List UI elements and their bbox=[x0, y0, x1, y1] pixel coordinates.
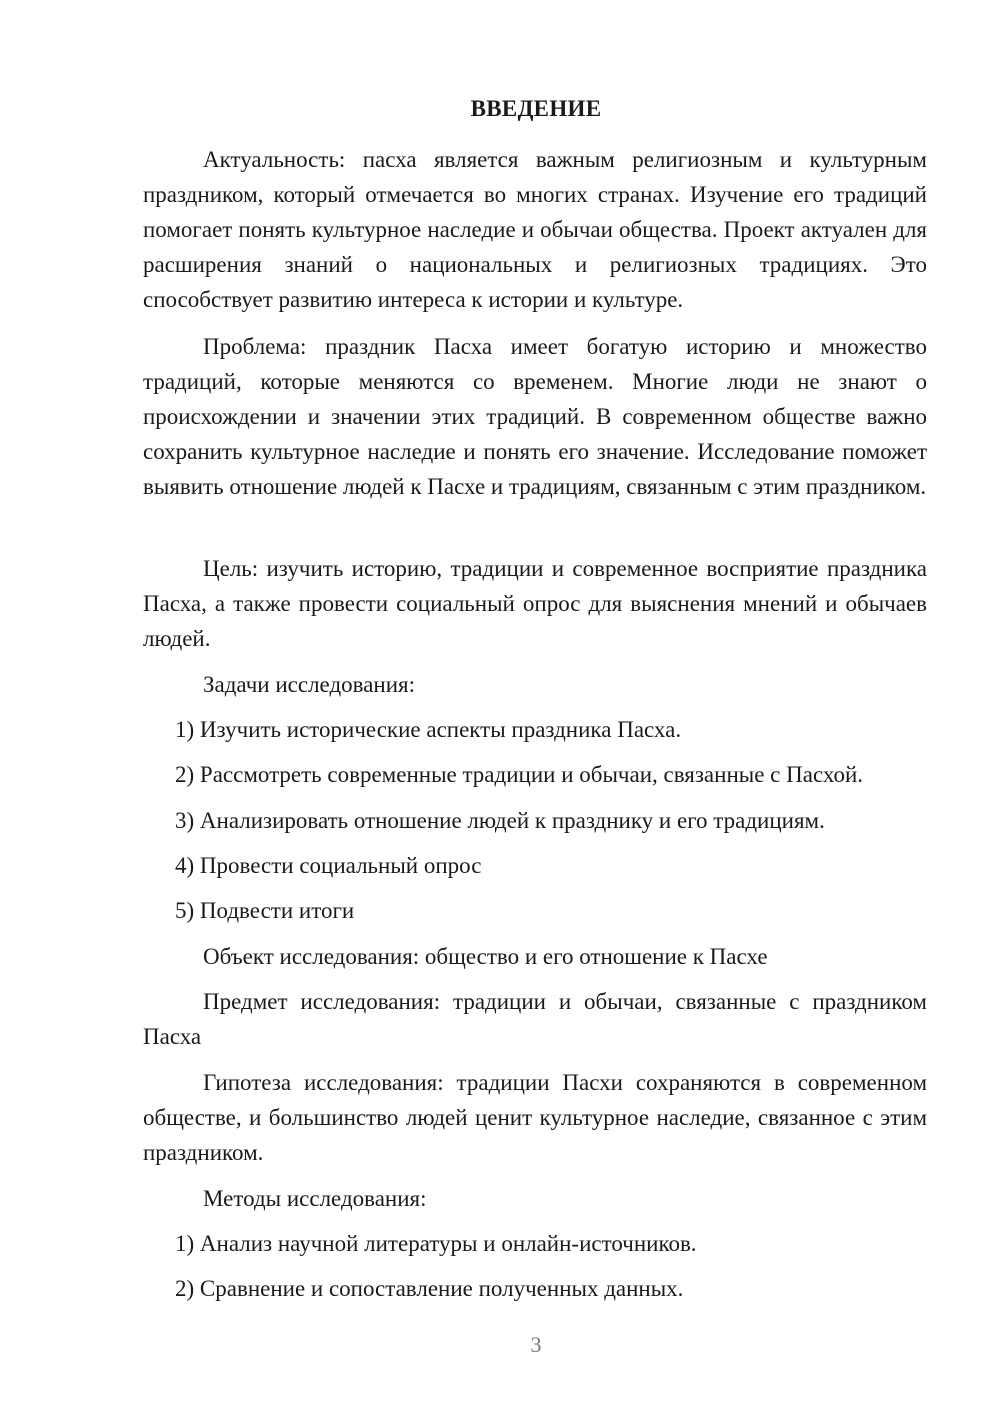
method-item-2: 2) Сравнение и сопоставление полученных данных. bbox=[175, 1276, 684, 1301]
task-item-4: 4) Провести социальный опрос bbox=[175, 853, 482, 878]
methods-heading: Методы исследования: bbox=[203, 1186, 427, 1211]
paragraph-relevance: Актуальность: пасха является важным религиозным и культурным праздником, который отмечается во многих странах. Изучение его традиций помогает понять культурное наследие и обычаи общества. Проект актуален для расширения знаний о национальных и религиозных традициях. Это способствует развитию интереса к истории и культуре. bbox=[143, 147, 927, 312]
section-heading: ВВЕДЕНИЕ bbox=[470, 96, 602, 121]
paragraph-object: Объект исследования: общество и его отношение к Пасхе bbox=[203, 944, 768, 969]
tasks-heading: Задачи исследования: bbox=[203, 672, 416, 697]
task-item-2: 2) Рассмотреть современные традиции и обычаи, связанные с Пасхой. bbox=[175, 762, 864, 787]
page-number: 3 bbox=[530, 1332, 542, 1357]
task-item-1: 1) Изучить исторические аспекты праздника Пасха. bbox=[175, 717, 682, 742]
paragraph-subject: Предмет исследования: традиции и обычаи, связанные с праздником Пасха bbox=[143, 989, 927, 1049]
paragraph-problem: Проблема: праздник Пасха имеет богатую историю и множество традиций, которые меняются со временем. Многие люди не знают о происхождении и значении этих традиций. В современном обществе важно сохранить культурное наследие и понять его значение. Исследование поможет выявить отношение людей к Пасхе и традициям, связанным с этим праздником. bbox=[143, 334, 927, 499]
task-item-5: 5) Подвести итоги bbox=[175, 898, 355, 923]
task-item-3: 3) Анализировать отношение людей к празднику и его традициям. bbox=[175, 808, 825, 833]
paragraph-goal: Цель: изучить историю, традиции и современное восприятие праздника Пасха, а также провести социальный опрос для выяснения мнений и обычаев людей. bbox=[143, 556, 927, 651]
paragraph-hypothesis: Гипотеза исследования: традиции Пасхи сохраняются в современном обществе, и большинство людей ценит культурное наследие, связанное с этим праздником. bbox=[143, 1070, 927, 1165]
method-item-1: 1) Анализ научной литературы и онлайн-источников. bbox=[175, 1231, 697, 1256]
